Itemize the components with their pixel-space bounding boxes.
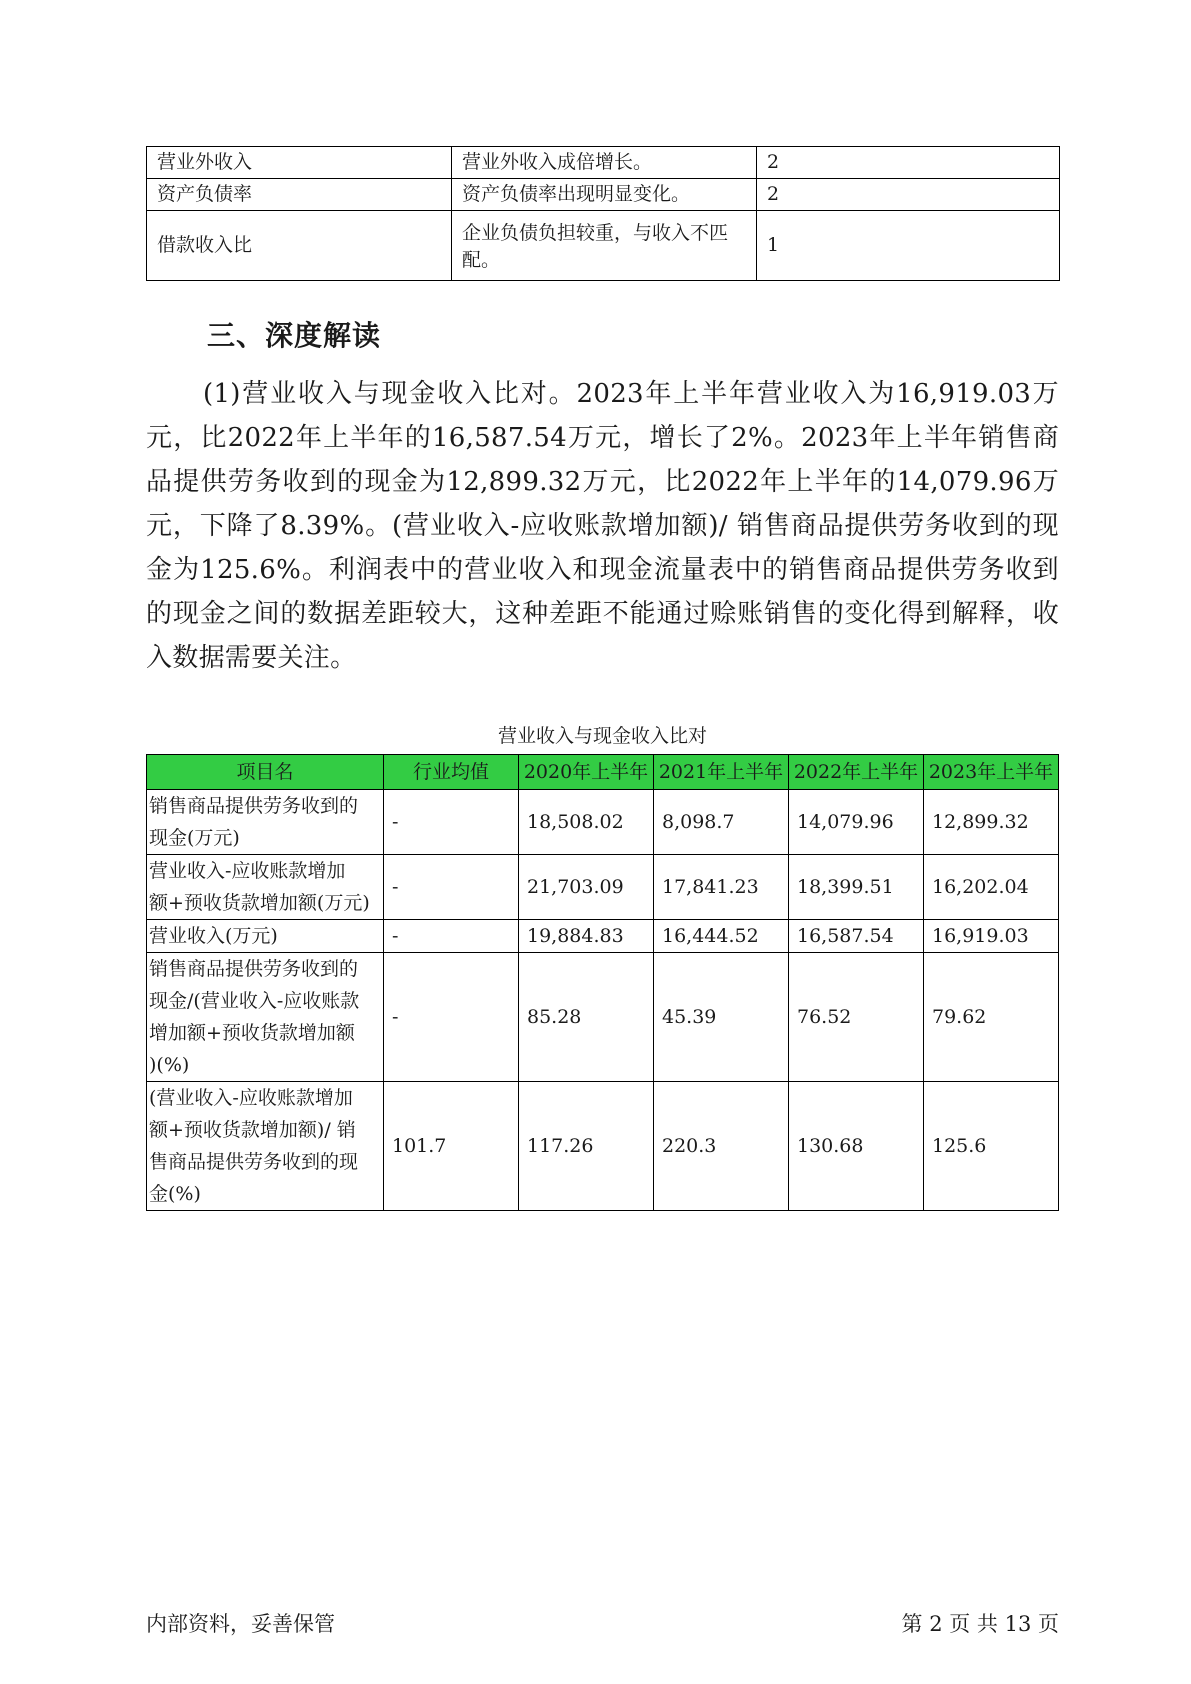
confidential-note: 内部资料，妥善保管 (146, 1612, 335, 1636)
value-cell: 21,703.09 (519, 855, 654, 920)
table-row (147, 790, 1059, 855)
table-body (147, 790, 1059, 1211)
revenue-cash-comparison-table (146, 754, 1059, 1211)
row-label-line: 现金/(营业收入-应收账款 (149, 990, 360, 1012)
value-cell: 12,899.32 (924, 790, 1059, 855)
risk-score: 2 (757, 147, 1060, 179)
row-label-line: )(%) (149, 1054, 190, 1076)
value-cell: - (384, 953, 519, 1082)
value-cell: 18,399.51 (789, 855, 924, 920)
value-cell: 14,079.96 (789, 790, 924, 855)
section-title: 三、深度解读 (207, 319, 382, 352)
risk-score: 1 (757, 211, 1060, 281)
risk-summary-table (146, 146, 1060, 281)
value-cell: 19,884.83 (519, 920, 654, 953)
value-cell: 130.68 (789, 1082, 924, 1211)
value-cell: - (384, 855, 519, 920)
value-cell: 16,202.04 (924, 855, 1059, 920)
column-header: 2022年上半年 (789, 755, 924, 790)
table-row (147, 855, 1059, 920)
value-cell: - (384, 790, 519, 855)
risk-item: 资产负债率 (147, 179, 452, 211)
risk-description: 资产负债率出现明显变化。 (452, 179, 757, 211)
value-cell: 79.62 (924, 953, 1059, 1082)
row-label (147, 790, 384, 855)
table-row (147, 147, 1060, 179)
column-header: 行业均值 (384, 755, 519, 790)
risk-item: 借款收入比 (147, 211, 452, 281)
table-caption: 营业收入与现金收入比对 (497, 725, 707, 747)
page-number: 第 2 页 共 13 页 (901, 1612, 1059, 1636)
value-cell: 117.26 (519, 1082, 654, 1211)
column-header: 2023年上半年 (924, 755, 1059, 790)
row-label-line: 金(%) (149, 1183, 201, 1205)
row-label-line: 售商品提供劳务收到的现 (149, 1151, 359, 1173)
value-cell: 16,587.54 (789, 920, 924, 953)
row-label-line: 营业收入(万元) (149, 925, 278, 947)
value-cell: 8,098.7 (654, 790, 789, 855)
column-header: 项目名 (147, 755, 384, 790)
row-label-line: 额+预收货款增加额(万元) (149, 892, 370, 914)
row-label-line: (营业收入-应收账款增加 (149, 1087, 353, 1109)
value-cell: 17,841.23 (654, 855, 789, 920)
value-cell: 125.6 (924, 1082, 1059, 1211)
value-cell: 220.3 (654, 1082, 789, 1211)
row-label-line: 营业收入-应收账款增加 (149, 860, 346, 882)
value-cell: 76.52 (789, 953, 924, 1082)
table-row (147, 920, 1059, 953)
row-label (147, 855, 384, 920)
value-cell: - (384, 920, 519, 953)
value-cell: 101.7 (384, 1082, 519, 1211)
row-label-line: 现金(万元) (149, 827, 240, 849)
column-header: 2020年上半年 (519, 755, 654, 790)
table-row (147, 953, 1059, 1082)
row-label-line: 增加额+预收货款增加额 (149, 1022, 355, 1044)
risk-description: 企业负债负担较重，与收入不匹配。 (452, 211, 757, 281)
row-label (147, 920, 384, 953)
value-cell: 45.39 (654, 953, 789, 1082)
value-cell: 85.28 (519, 953, 654, 1082)
risk-item: 营业外收入 (147, 147, 452, 179)
row-label (147, 1082, 384, 1211)
table-row (147, 179, 1060, 211)
row-label-line: 销售商品提供劳务收到的 (149, 795, 359, 817)
row-label (147, 953, 384, 1082)
table-header-row (147, 755, 1059, 790)
value-cell: 16,919.03 (924, 920, 1059, 953)
risk-score: 2 (757, 179, 1060, 211)
analysis-paragraph: (1)营业收入与现金收入比对。2023年上半年营业收入为16,919.03万元，比2022年上半年的16,587.54万元，增长了2%。2023年上半年销售商品提供劳务收到的现金为12,899.32万元，比2022年上半年的14,079.96万元，下降了8.39%。(营业收入-应收账款增加额)/ 销售商品提供劳务收到的现金为125.6%。利润表中的营业收入和现金流量表中的销售商品提供劳务收到的现金之间的数据差距较大，这种差距不能通过赊账销售的变化得到解释，收入数据需要关注。 (146, 379, 1059, 673)
value-cell: 16,444.52 (654, 920, 789, 953)
column-header: 2021年上半年 (654, 755, 789, 790)
row-label-line: 销售商品提供劳务收到的 (149, 958, 359, 980)
value-cell: 18,508.02 (519, 790, 654, 855)
table-row (147, 1082, 1059, 1211)
risk-description: 营业外收入成倍增长。 (452, 147, 757, 179)
table-row (147, 211, 1060, 281)
row-label-line: 额+预收货款增加额)/ 销 (149, 1119, 356, 1141)
